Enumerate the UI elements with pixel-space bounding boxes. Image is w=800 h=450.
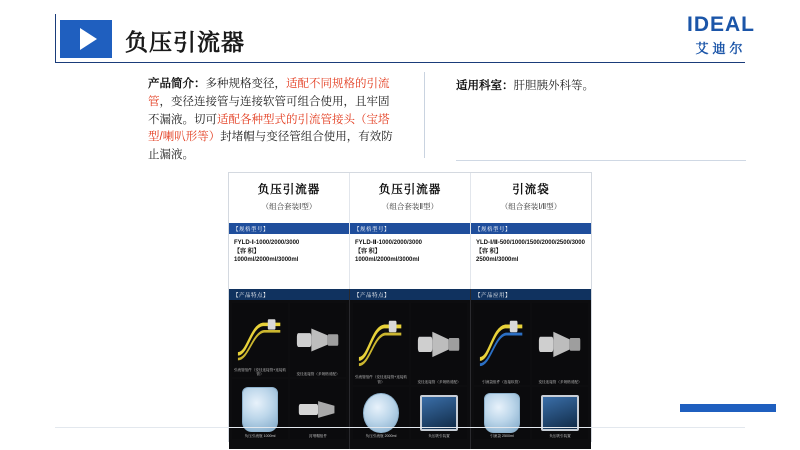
product-intro-text-1: 多种规格变径，: [205, 78, 286, 90]
product-intro-highlight-2: 适配各种型式的引流管接头（宝塔型/喇叭形等）: [148, 113, 390, 144]
suction-device-image: [541, 395, 580, 431]
spec-model: YLD-Ⅰ/Ⅱ-500/1000/1500/2000/2500/3000: [476, 240, 585, 246]
product-photo: [411, 387, 467, 439]
product-image-cell: [470, 289, 591, 449]
brand-name-en: IDEAL: [687, 13, 755, 36]
department-underline: [456, 160, 746, 161]
product-caption: 引流管组件（变径连接管+连接软管）: [233, 367, 287, 376]
header-top-rule: [55, 62, 745, 63]
product-photo: [532, 387, 588, 439]
product-band-label: 【产品特点】: [229, 289, 349, 300]
suction-device-image: [420, 395, 459, 431]
product-photo: [353, 387, 409, 439]
connector-image: [536, 319, 584, 370]
spec-band-label: 【规格型号】: [471, 223, 591, 234]
product-photo: [474, 303, 530, 385]
product-image-cell: [229, 289, 349, 449]
column-title: 负压引流器: [257, 184, 321, 196]
tube-assembly-image: [236, 314, 284, 366]
accent-bar: [680, 404, 776, 412]
product-intro: [148, 76, 398, 165]
product-photo: [411, 303, 467, 385]
product-intro-label: 产品简介：: [148, 78, 206, 90]
product-photo: [474, 387, 530, 439]
product-caption: 负压吸引装置: [549, 433, 571, 438]
product-caption: 变径连接管（多规格适配）: [296, 372, 340, 376]
product-photo: [532, 303, 588, 385]
spec-row: [229, 223, 591, 289]
intro-divider: [424, 72, 425, 158]
product-grid: [229, 300, 349, 442]
product-photo: [290, 379, 346, 439]
drainage-bottle-image: [242, 387, 278, 432]
product-photo: [290, 303, 346, 377]
product-grid: [350, 300, 470, 442]
product-caption: 引流袋 2500ml: [490, 433, 514, 438]
column-subtitle: （组合套装Ⅱ型）: [381, 202, 439, 211]
column-subtitle: （组合套装Ⅰ型）: [261, 202, 317, 211]
spec-volume-label: 【容 积】: [234, 248, 260, 255]
spec-cell: [229, 223, 349, 289]
department-value: 肝胆胰外科等。: [513, 80, 594, 92]
brand-logo: [666, 14, 776, 57]
tube-assembly-image: [357, 315, 405, 372]
spec-cell: [470, 223, 591, 289]
table-header-row: [229, 173, 591, 223]
spec-volume-label: 【容 积】: [355, 248, 381, 255]
spec-model: FYLD-Ⅱ-1000/2000/3000: [355, 240, 422, 246]
play-badge: [60, 20, 112, 58]
column-title: 负压引流器: [378, 184, 442, 196]
product-grid: [471, 300, 591, 442]
product-band-label: 【产品特点】: [350, 289, 470, 300]
product-caption: 变径连接管（多规格适配）: [417, 379, 461, 384]
product-caption: 负压引流瓶 1000ml: [244, 433, 276, 438]
spec-volume: 1000ml/2000ml/3000ml: [234, 257, 299, 264]
table-column-header: [470, 173, 591, 223]
product-caption: 负压吸引装置: [428, 433, 450, 438]
product-intro-text-3: 封堵帽与变径管组合使用，有效防止漏液。: [148, 131, 393, 162]
product-band-label: 【产品应用】: [471, 289, 591, 300]
spec-body: [350, 234, 470, 289]
product-comparison-table: [228, 172, 592, 442]
play-triangle-icon: [80, 28, 97, 50]
spec-volume: 1000ml/2000ml/3000ml: [355, 257, 420, 264]
spec-model: FYLD-Ⅰ-1000/2000/3000: [234, 240, 300, 246]
header-left-rule: [55, 14, 56, 62]
spec-band-label: 【规格型号】: [229, 223, 349, 234]
spec-body: [229, 234, 349, 289]
page-title: 负压引流器: [125, 29, 245, 55]
spec-volume-label: 【容 积】: [476, 248, 502, 255]
spec-band-label: 【规格型号】: [350, 223, 470, 234]
product-photo: [232, 303, 288, 377]
product-caption: 封堵帽组件: [309, 433, 327, 438]
brand-name-cn: 艾迪尔: [695, 41, 747, 56]
product-caption: 引流袋组件（连接软管）: [482, 379, 522, 384]
product-image-row: [229, 289, 591, 449]
spec-cell: [349, 223, 470, 289]
footer-rule: [55, 427, 745, 428]
department-label: 适用科室：: [456, 80, 514, 92]
product-intro-highlight-1: 适配不同规格的引流管: [148, 78, 390, 108]
connector-image: [415, 319, 463, 370]
product-caption: 负压引流瓶 2000ml: [365, 433, 397, 438]
spec-body: [471, 234, 591, 289]
cap-image: [294, 391, 342, 428]
product-image-cell: [349, 289, 470, 449]
spec-volume: 2500ml/3000ml: [476, 257, 519, 264]
product-caption: 变径连接管（多规格适配）: [538, 379, 582, 384]
product-caption: 引流管组件（变径连接管+连接软管）: [354, 375, 408, 384]
table-column-header: [349, 173, 470, 223]
product-photo: [232, 379, 288, 439]
product-intro-text-2: ，变径连接管与连接软管可组合使用，且牢固不漏液。切可: [148, 95, 390, 126]
column-subtitle: （组合套装Ⅰ/Ⅱ型）: [500, 202, 562, 211]
column-title: 引流袋: [512, 184, 550, 196]
product-photo: [353, 303, 409, 385]
tube-assembly-image: [478, 315, 526, 372]
department-block: [456, 78, 706, 96]
connector-image: [294, 317, 342, 363]
table-column-header: [229, 173, 349, 223]
